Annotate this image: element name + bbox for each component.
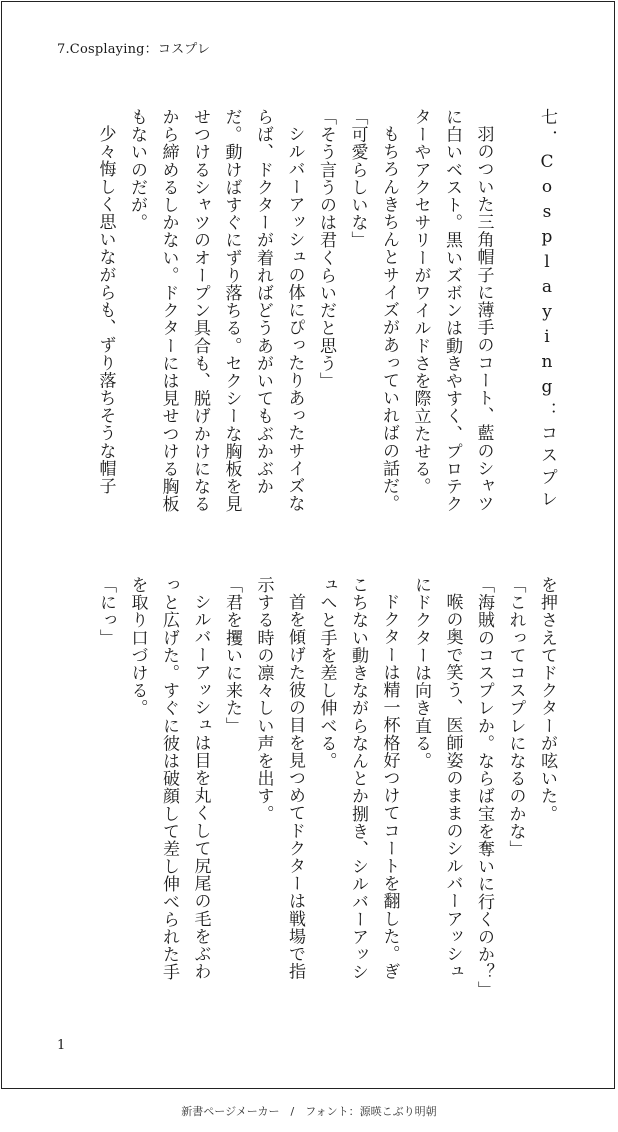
page-frame xyxy=(1,1,615,1089)
paragraph: を押さえてドクターが呟いた。 xyxy=(537,576,557,823)
running-header: 7.Cosplaying：コスプレ xyxy=(57,42,211,57)
dialogue-line: 「海賊のコスプレか。ならば宝を奪いに行くのか？」 xyxy=(474,576,494,999)
dialogue-line: 「君を攫いに来た」 xyxy=(222,576,242,735)
paragraph: 少々悔しく思いながらも、ずり落ちそうな帽子 xyxy=(95,125,116,495)
dialogue-line: 「そう言うのは君くらいだと思う」 xyxy=(316,108,336,390)
paragraph: もちろんきちんとサイズがあっていればの話だ。 xyxy=(379,125,399,513)
top-text-column xyxy=(95,108,562,528)
paragraph: シルバーアッシュの体にぴったりあったサイズならば、ドクターが着ればどうあがいてもぶかぶかだ。動けばすぐにずり落ちる。セクシーな胸板を見せつけるシャツのオープン具合も、脱げかけになるから締めるしかない。ドクターには見せつける胸板もないのだが。 xyxy=(127,108,305,513)
paragraph: 喉の奥で笑う、医師姿のままのシルバーアッシュにドクターは向き直る。 xyxy=(411,576,463,981)
paragraph: シルバーアッシュは目を丸くして尻尾の毛をぶわっと広げた。すぐに彼は破顔して差し伸べられた手を取り口づける。 xyxy=(127,576,211,981)
paragraph: 首を傾げた彼の目を見つめてドクターは戦場で指示する時の凛々しい声を出す。 xyxy=(253,576,305,981)
page-number: 1 xyxy=(57,1038,66,1053)
dialogue-line: 「これってコスプレになるのかな」 xyxy=(505,576,526,858)
dialogue-line: 「にっ」 xyxy=(96,576,116,647)
paragraph: 羽のついた三角帽子に薄手のコート、藍のシャツに白いベスト。黒いズボンは動きやすく、プロテクターやアクセサリーがワイルドさを際立たせる。 xyxy=(410,108,494,513)
bottom-text-column xyxy=(96,576,562,999)
dialogue-line: 「可愛らしいな」 xyxy=(347,108,368,249)
paragraph: ドクターは精一杯格好つけてコートを翻した。ぎこちない動きながらなんとか捌き、シルバーアッシュへと手を差し伸べる。 xyxy=(316,576,400,981)
chapter-title: 七．Cosplaying：コスプレ xyxy=(537,108,557,512)
footer-credit: 新書ページメーカー / フォント：源暎こぶり明朝 xyxy=(181,1105,437,1118)
